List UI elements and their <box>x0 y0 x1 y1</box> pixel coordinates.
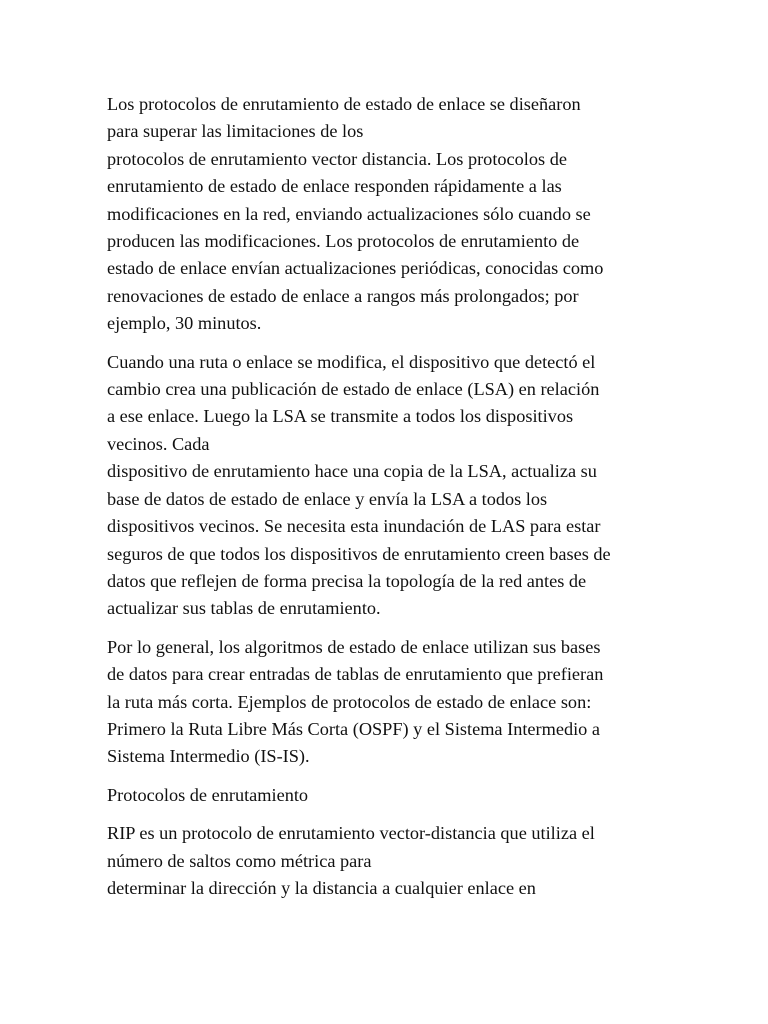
text-line: producen las modificaciones. Los protocolos de enrutamiento de <box>107 231 580 252</box>
text-line: Primero la Ruta Libre Más Corta (OSPF) y el Sistema Intermedio a <box>107 718 600 739</box>
text-line: vecinos. Cada <box>107 433 210 454</box>
text-line: seguros de que todos los dispositivos de enrutamiento creen bases de <box>107 543 611 564</box>
text-line: Por lo general, los algoritmos de estado de enlace utilizan sus bases <box>107 636 601 657</box>
text-line: cambio crea una publicación de estado de enlace (LSA) en relación <box>107 379 600 400</box>
text-line: Sistema Intermedio (IS-IS). <box>107 746 310 767</box>
text-line: actualizar sus tablas de enrutamiento. <box>107 598 381 619</box>
text-line: Cuando una ruta o enlace se modifica, el dispositivo que detectó el <box>107 351 596 372</box>
text-line: determinar la dirección y la distancia a cualquier enlace en <box>107 877 536 898</box>
text-line: para superar las limitaciones de los <box>107 121 364 142</box>
paragraph-link-state-intro <box>107 91 677 338</box>
text-line: modificaciones en la red, enviando actualizaciones sólo cuando se <box>107 203 591 224</box>
paragraph-lsa-flooding <box>107 349 677 623</box>
text-line: número de saltos como métrica para <box>107 850 372 871</box>
text-line: protocolos de enrutamiento vector distancia. Los protocolos de <box>107 148 567 169</box>
paragraph-shortest-path <box>107 634 677 771</box>
text-line: datos que reflejen de forma precisa la topología de la red antes de <box>107 570 587 591</box>
text-line: renovaciones de estado de enlace a rangos más prolongados; por <box>107 285 579 306</box>
text-line: a ese enlace. Luego la LSA se transmite a todos los dispositivos <box>107 406 574 427</box>
text-line: de datos para crear entradas de tablas de enrutamiento que prefieran <box>107 664 604 685</box>
text-line: RIP es un protocolo de enrutamiento vector-distancia que utiliza el <box>107 823 595 844</box>
text-line: Protocolos de enrutamiento <box>107 784 309 805</box>
text-line: la ruta más corta. Ejemplos de protocolos de estado de enlace son: <box>107 691 592 712</box>
text-line: base de datos de estado de enlace y envía la LSA a todos los <box>107 488 548 509</box>
document-body <box>107 91 677 913</box>
text-line: Los protocolos de enrutamiento de estado de enlace se diseñaron <box>107 94 581 114</box>
section-heading-routing-protocols <box>107 782 677 809</box>
text-line: dispositivos vecinos. Se necesita esta inundación de LAS para estar <box>107 516 601 537</box>
text-line: ejemplo, 30 minutos. <box>107 313 262 334</box>
text-line: dispositivo de enrutamiento hace una copia de la LSA, actualiza su <box>107 461 597 482</box>
paragraph-rip <box>107 820 677 902</box>
text-line: estado de enlace envían actualizaciones periódicas, conocidas como <box>107 258 604 279</box>
text-line: enrutamiento de estado de enlace responden rápidamente a las <box>107 176 562 197</box>
